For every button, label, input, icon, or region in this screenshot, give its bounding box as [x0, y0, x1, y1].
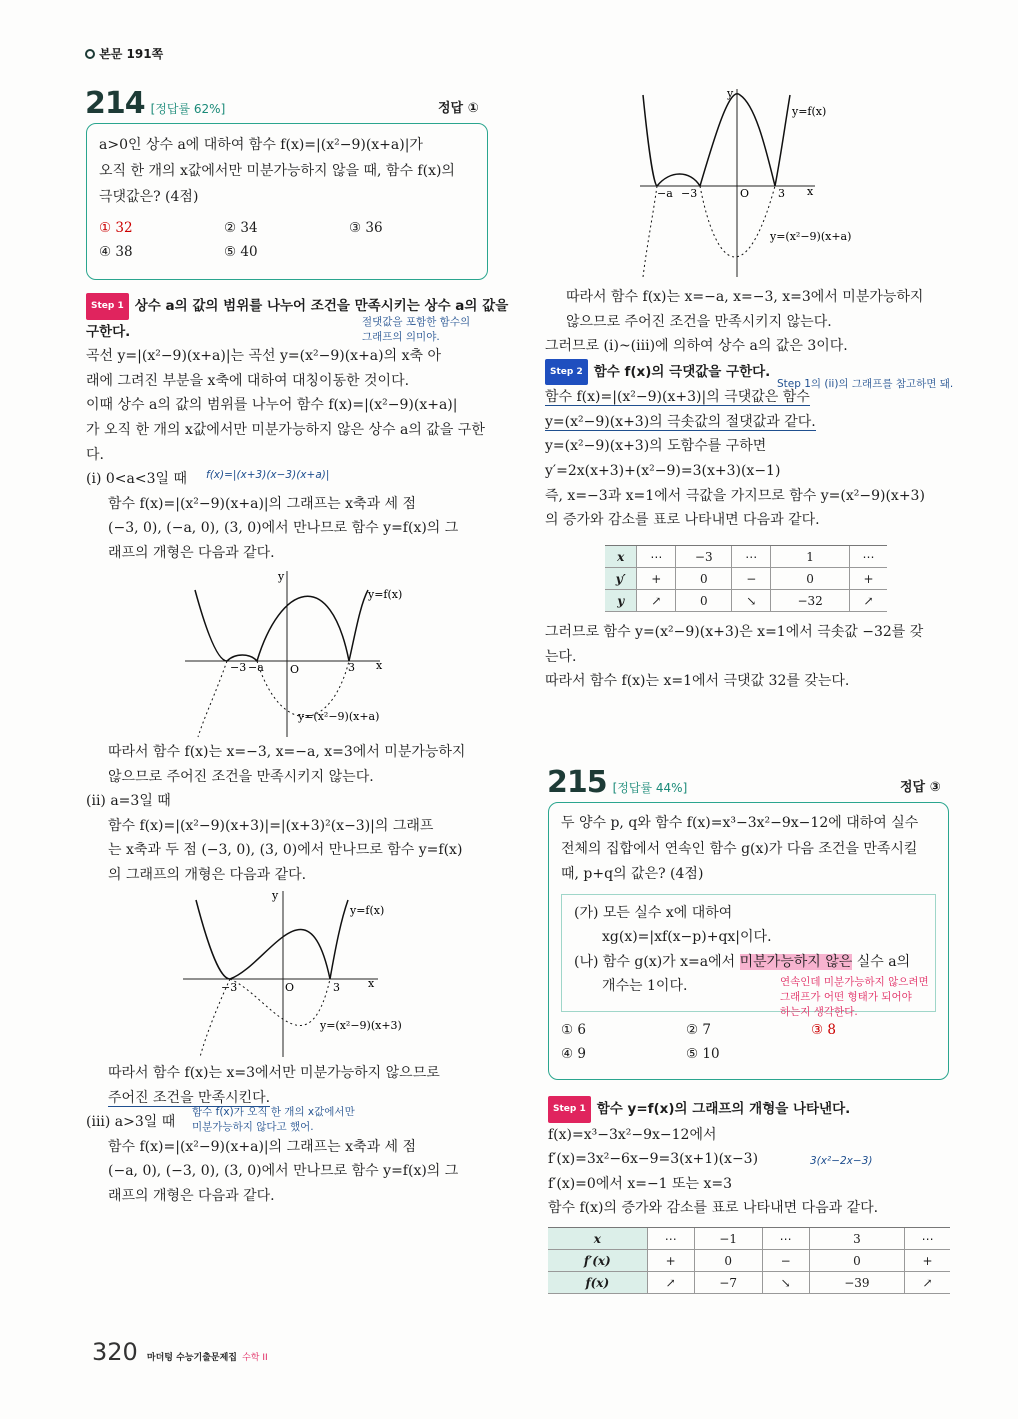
- choice-3[interactable]: ③ 36: [349, 220, 383, 236]
- annotation: f(x)=|(x+3)(x−3)(x+a)|: [206, 469, 330, 481]
- condition-box: [561, 894, 936, 1018]
- text-line: 따라서 함수 f(x)는 x=−3, x=−a, x=3에서 미분가능하지: [108, 744, 466, 760]
- page-number: 320: [92, 1338, 138, 1366]
- problem-number: 215: [547, 765, 607, 800]
- case1-conclusion: [108, 740, 498, 789]
- text-line: 주어진 조건을 만족시킨다.: [108, 1089, 271, 1106]
- answer-label: 정답 ③: [900, 780, 941, 795]
- graph-case-2: [178, 885, 423, 1060]
- step-title: 함수 f(x)의 극댓값을 구한다.: [593, 363, 771, 380]
- text-line: 곡선 y=|(x²−9)(x+a)|는 곡선 y=(x²−9)(x+a)의 x축 아: [86, 348, 441, 365]
- svg-text:O: O: [290, 663, 300, 676]
- svg-text:y: y: [278, 570, 285, 583]
- text-line: (−a, 0), (−3, 0), (3, 0)에서 만나므로 함수 y=f(x)의 그: [108, 1163, 459, 1180]
- annotation: Step 1의 (ii)의 그래프를 참고하면 돼.: [777, 378, 954, 390]
- question-line: 전체의 집합에서 연속인 함수 g(x)가 다음 조건을 만족시킬: [561, 840, 918, 857]
- svg-text:x: x: [807, 185, 814, 198]
- annotation: 절댓값을 포함한 함수의 그래프의 의미야.: [362, 316, 471, 343]
- choice-4[interactable]: ④ 38: [99, 244, 133, 260]
- question-box-214: [86, 123, 488, 280]
- svg-text:−3: −3: [230, 661, 247, 674]
- choice-5[interactable]: ⑤ 40: [224, 244, 258, 260]
- text-line: 따라서 함수 f(x)는 x=3에서만 미분가능하지 않으므로: [108, 1065, 440, 1081]
- condition-line: xg(x)=|xf(x−p)+qx|이다.: [602, 929, 772, 946]
- text-line: 않으므로 주어진 조건을 만족시키지 않는다.: [566, 313, 832, 330]
- case2: [86, 789, 496, 887]
- choice-2[interactable]: ② 34: [224, 220, 258, 236]
- text-line: 따라서 함수 f(x)는 x=1에서 극댓값 32를 갖는다.: [545, 673, 850, 690]
- svg-text:O: O: [285, 981, 295, 994]
- annotation: 3(x²−2x−3): [810, 1155, 873, 1167]
- subject: 수학 II: [242, 1353, 268, 1363]
- correct-rate: [정답률 62%]: [150, 102, 226, 116]
- svg-text:y: y: [727, 87, 734, 100]
- svg-text:−3: −3: [221, 981, 238, 994]
- text-line: 함수 f(x)=|(x²−9)(x+a)|의 그래프는 x축과 세 점: [108, 495, 417, 512]
- page-reference: [85, 45, 163, 62]
- step-badge: Step 1: [86, 293, 129, 320]
- svg-text:y=f(x): y=f(x): [792, 105, 827, 118]
- text-line: 따라서 함수 f(x)는 x=−a, x=−3, x=3에서 미분가능하지: [566, 289, 924, 305]
- step2-conclusion: [545, 620, 955, 694]
- reference-text: 본문 191쪽: [99, 47, 164, 61]
- choice-5[interactable]: ⑤ 10: [686, 1045, 720, 1062]
- text-line: 즉, x=−3과 x=1에서 극값을 가지므로 함수 y=(x²−9)(x+3): [545, 487, 925, 504]
- svg-text:y=(x²−9)(x+a): y=(x²−9)(x+a): [770, 230, 852, 243]
- text-line: 의 그래프의 개형은 다음과 같다.: [108, 866, 307, 883]
- choice-2[interactable]: ② 7: [686, 1021, 711, 1038]
- svg-text:3: 3: [333, 981, 340, 994]
- case-heading: (iii) a>3일 때: [86, 1114, 176, 1130]
- step-badge: Step 1: [548, 1096, 591, 1123]
- step-title: 상수 a의 값의 범위를 나누어 조건을 만족시키는 상수 a의 값을: [134, 298, 509, 314]
- choice-3-checked[interactable]: ③ 8: [811, 1021, 836, 1038]
- svg-text:x: x: [376, 659, 383, 672]
- text-line: y′=2x(x+3)+(x²−9)=3(x+3)(x−1): [545, 462, 781, 479]
- circle-icon: [85, 49, 95, 59]
- text-line: 래프의 개형은 다음과 같다.: [108, 544, 275, 561]
- text-line: 의 증가와 감소를 표로 나타내면 다음과 같다.: [545, 512, 820, 529]
- text-line: f(x)=x³−3x²−9x−12에서: [548, 1126, 717, 1143]
- svg-text:3: 3: [778, 187, 785, 200]
- text-line: 함수 f(x)=|(x²−9)(x+3)|=|(x+3)²(x−3)|의 그래프: [108, 817, 434, 834]
- step1-section: [86, 293, 509, 566]
- graph-case-1: [180, 565, 425, 740]
- problem-214-header: [85, 86, 225, 121]
- svg-text:−a: −a: [657, 187, 673, 200]
- step-badge: Step 2: [545, 359, 588, 386]
- svg-text:y=(x²−9)(x+3): y=(x²−9)(x+3): [320, 1019, 402, 1032]
- choice-1-checked[interactable]: ① 32: [99, 220, 133, 236]
- svg-text:y: y: [272, 889, 279, 902]
- choice-4[interactable]: ④ 9: [561, 1045, 586, 1062]
- condition-line: (나) 함수 g(x)가 x=a에서: [574, 953, 740, 970]
- text-line: 래프의 개형은 다음과 같다.: [108, 1187, 275, 1204]
- correct-rate: [정답률 44%]: [612, 781, 688, 795]
- question-line: 두 양수 p, q와 함수 f(x)=x³−3x²−9x−12에 대하여 실수: [561, 815, 919, 831]
- text-line: 함수 f(x)=|(x²−9)(x+a)|의 그래프는 x축과 세 점: [108, 1138, 417, 1155]
- answer-label: 정답 ①: [438, 101, 479, 116]
- condition-line: (가) 모든 실수 x에 대하여: [574, 904, 733, 921]
- case-heading: (ii) a=3일 때: [86, 793, 171, 809]
- annotation: 연속인데 미분가능하지 않으려면 그래프가 어떤 형태가 되어야 하는지 생각한다.: [780, 975, 929, 1018]
- step2-section: [545, 334, 955, 533]
- problem-215-header: [547, 765, 687, 800]
- choices: [561, 1018, 936, 1066]
- step-title: 구한다.: [86, 323, 131, 340]
- text-line: y=(x²−9)(x+3)의 극솟값의 절댓값과 같다.: [545, 413, 816, 430]
- text-line: 는 x축과 두 점 (−3, 0), (3, 0)에서 만나므로 함수 y=f(x): [108, 842, 463, 859]
- text-line: 가 오직 한 개의 x값에서만 미분가능하지 않은 상수 a의 값을 구한: [86, 421, 485, 438]
- text-line: 다.: [86, 446, 104, 463]
- case3-conclusion: [566, 285, 956, 334]
- svg-text:y=f(x): y=f(x): [368, 588, 403, 601]
- question-box-215: [548, 802, 949, 1080]
- text-line: 함수 f(x)의 증가와 감소를 표로 나타내면 다음과 같다.: [548, 1200, 879, 1217]
- text-line: (−3, 0), (−a, 0), (3, 0)에서 만나므로 함수 y=f(x)의 그: [108, 520, 459, 537]
- question-line: 오직 한 개의 x값에서만 미분가능하지 않을 때, 함수 f(x)의: [99, 163, 455, 179]
- case-heading: (i) 0<a<3일 때: [86, 471, 187, 488]
- text-line: 그러므로 함수 y=(x²−9)(x+3)은 x=1에서 극솟값 −32를 갖: [545, 624, 924, 640]
- variation-table-215: x ⋯ −1 ⋯ 3 ⋯ f′(x) + 0 − 0 + f(x) ↗ −7 ↘ −39 ↗: [548, 1227, 950, 1294]
- annotation: 함수 f(x)가 오직 한 개의 x값에서만 미분가능하지 않다고 했어.: [192, 1106, 355, 1133]
- svg-text:y=f(x): y=f(x): [350, 904, 385, 917]
- question-line: a>0인 상수 a에 대하여 함수 f(x)=|(x²−9)(x+a)|가: [99, 137, 423, 153]
- text-line: f′(x)=0에서 x=−1 또는 x=3: [548, 1175, 733, 1192]
- highlighted-text: 미분가능하지 않은: [739, 953, 853, 970]
- svg-text:3: 3: [348, 661, 355, 674]
- step-title: 함수 y=f(x)의 그래프의 개형을 나타낸다.: [596, 1101, 851, 1117]
- text-line: 래에 그려진 부분을 x축에 대하여 대칭이동한 것이다.: [86, 372, 410, 389]
- question-line: 때, p+q의 값은? (4점): [561, 866, 704, 882]
- p215-step1: [548, 1096, 958, 1221]
- svg-text:x: x: [368, 977, 375, 990]
- footer: [92, 1338, 268, 1366]
- choice-1[interactable]: ① 6: [561, 1021, 586, 1038]
- book-title: 마더텅 수능기출문제집: [146, 1353, 237, 1363]
- condition-line: 실수 a의: [852, 953, 911, 970]
- svg-text:−3: −3: [681, 187, 698, 200]
- svg-text:y=(x²−9)(x+a): y=(x²−9)(x+a): [298, 710, 380, 723]
- variation-table-214: x ⋯ −3 ⋯ 1 ⋯ y′ + 0 − 0 + y ↗ 0 ↘ −32 ↗: [605, 545, 887, 612]
- svg-text:O: O: [740, 187, 750, 200]
- choices: [99, 216, 475, 264]
- text-line: f′(x)=3x²−6x−9=3(x+1)(x−3): [548, 1151, 759, 1168]
- problem-number: 214: [85, 86, 145, 121]
- text-line: 는다.: [545, 648, 577, 665]
- graph-case-3: [635, 85, 875, 280]
- case3: [86, 1110, 496, 1208]
- condition-line: 개수는 1이다.: [602, 978, 688, 995]
- text-line: 함수 f(x)=|(x²−9)(x+3)|의 극댓값은 함수: [545, 389, 810, 406]
- text-line: 이때 상수 a의 값의 범위를 나누어 함수 f(x)=|(x²−9)(x+a)|: [86, 397, 458, 414]
- svg-text:−a: −a: [248, 661, 264, 674]
- question-line: 극댓값은? (4점): [99, 189, 199, 205]
- text-line: 그러므로 (i)~(iii)에 의하여 상수 a의 값은 3이다.: [545, 338, 848, 354]
- text-line: y=(x²−9)(x+3)의 도함수를 구하면: [545, 438, 767, 455]
- text-line: 않으므로 주어진 조건을 만족시키지 않는다.: [108, 768, 374, 785]
